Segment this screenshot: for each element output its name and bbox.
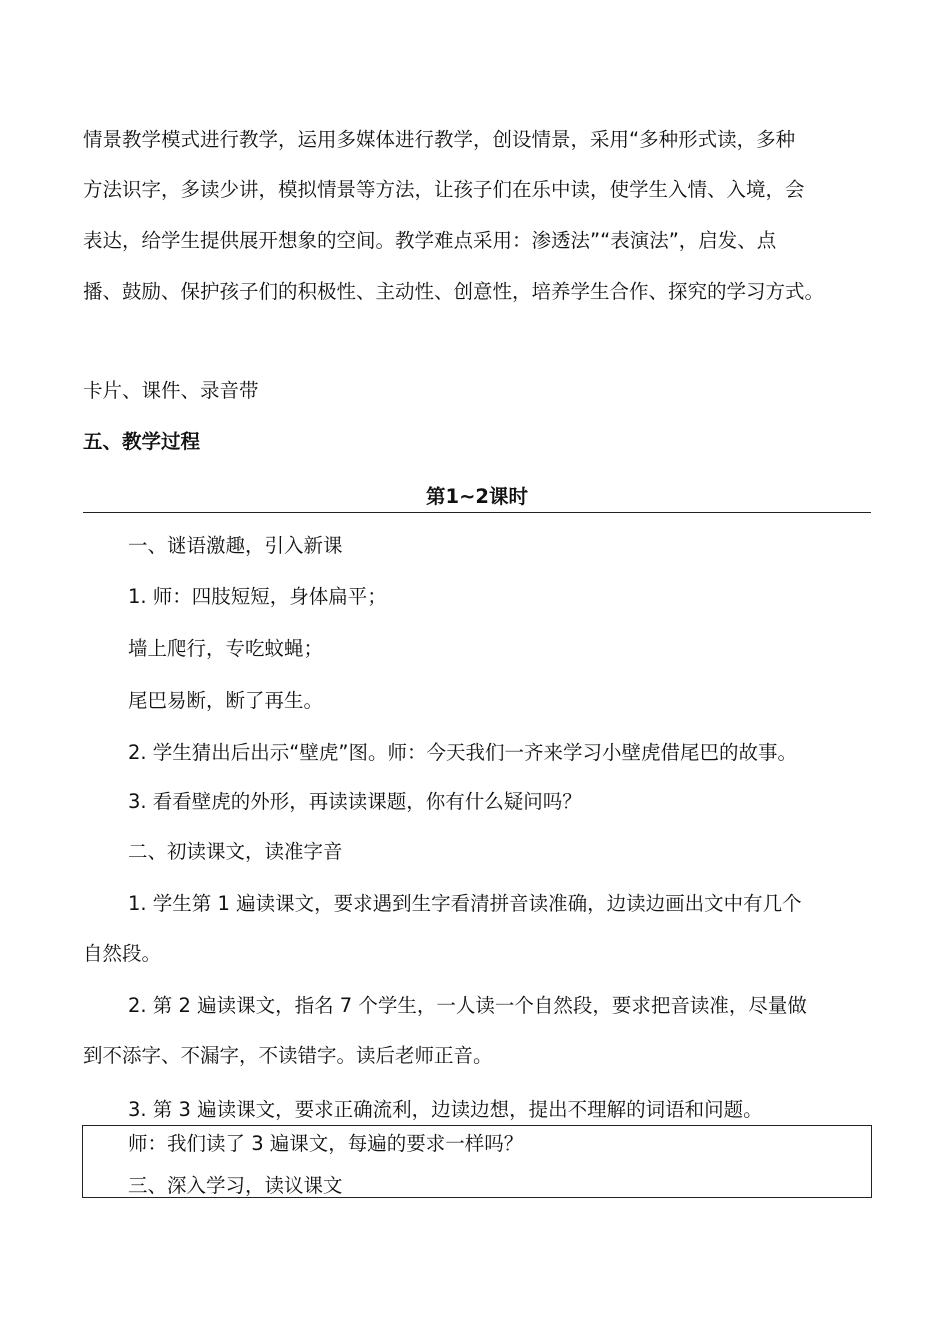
paragraph-line: 表达，给学生提供展开想象的空间。教学难点采用：渗透法”“表演法”，启发、点: [83, 229, 777, 252]
part1-heading: 一、谜语激趣，引入新课: [128, 534, 343, 557]
reading-step-2-cont: 到不添字、不漏字，不读错字。读后老师正音。: [83, 1044, 493, 1067]
teacher-question: 师：我们读了 3 遍课文，每遍的要求一样吗？: [128, 1132, 524, 1155]
materials-text: 卡片、课件、录音带: [83, 379, 259, 402]
paragraph-line: 情景教学模式进行教学，运用多媒体进行教学，创设情景，采用“多种形式读，多种: [83, 128, 796, 151]
reading-step-1-cont: 自然段。: [83, 942, 162, 965]
step-item-2: 2. 学生猜出后出示“壁虎”图。师：今天我们一齐来学习小壁虎借尾巴的故事。: [128, 741, 798, 764]
reading-step-3: 3. 第 3 遍读课文，要求正确流利，边读边想，提出不理解的词语和问题。: [128, 1098, 763, 1121]
part3-heading: 三、深入学习，读议课文: [128, 1174, 343, 1197]
step-item-3: 3. 看看壁虎的外形，再读读课题，你有什么疑问吗？: [128, 790, 582, 813]
section-heading: 五、教学过程: [83, 430, 201, 453]
lesson-title: 第1~2课时: [426, 485, 528, 508]
reading-step-1: 1. 学生第 1 遍读课文，要求遇到生字看清拼音读准确，边读边画出文中有几个: [128, 892, 802, 915]
riddle-line-3: 尾巴易断，断了再生。: [128, 689, 324, 712]
reading-step-2: 2. 第 2 遍读课文，指名 7 个学生，一人读一个自然段，要求把音读准，尽量做: [128, 994, 807, 1017]
paragraph-line: 方法识字，多读少讲，模拟情景等方法，让孩子们在乐中读，使学生入情、入境，会: [83, 178, 805, 201]
part2-heading: 二、初读课文，读准字音: [128, 840, 343, 863]
riddle-line-2: 墙上爬行，专吃蚊蝇；: [128, 637, 324, 660]
title-divider: [83, 512, 871, 513]
riddle-line-1: 1. 师：四肢短短，身体扁平；: [128, 585, 387, 608]
paragraph-line: 播、鼓励、保护孩子们的积极性、主动性、创意性，培养学生合作、探究的学习方式。: [83, 280, 825, 303]
